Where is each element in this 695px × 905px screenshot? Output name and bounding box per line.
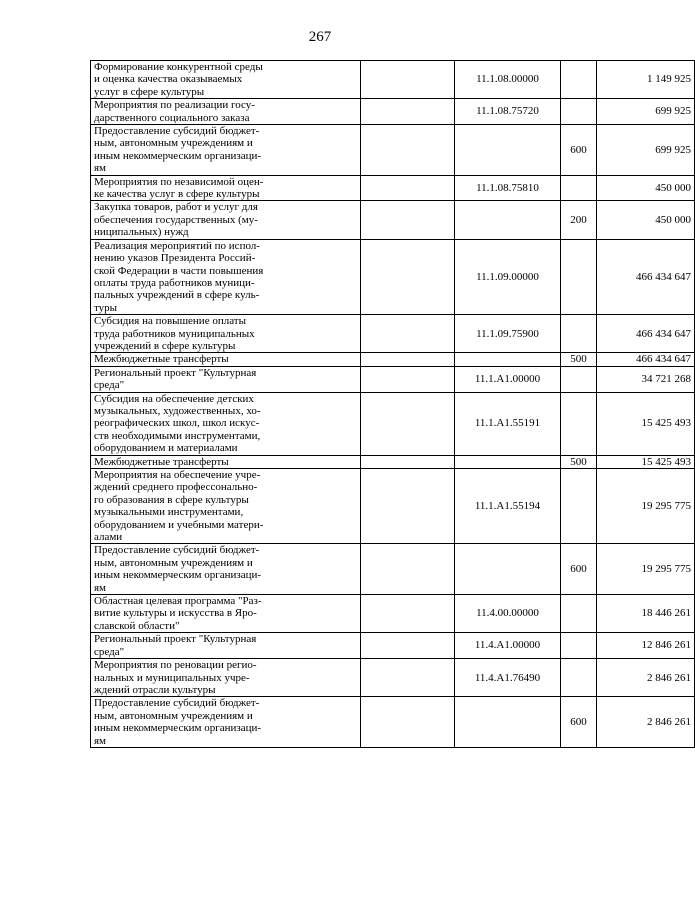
row-code-cell: 11.4.A1.76490	[455, 659, 561, 697]
row-blank-cell	[361, 633, 455, 659]
row-name-line: туры	[94, 301, 118, 314]
row-type-cell	[561, 633, 597, 659]
row-name-cell	[91, 469, 361, 544]
table-row	[91, 353, 695, 366]
row-name-line: музыкальными инструментами,	[94, 506, 244, 519]
row-name-line: реографических школ, школ искус-	[94, 417, 260, 430]
row-name-line: нению указов Президента Россий-	[94, 252, 256, 265]
table-row	[91, 633, 695, 659]
row-amount-cell: 699 925	[597, 125, 695, 176]
row-amount-cell: 450 000	[597, 175, 695, 201]
row-name-line: алами	[94, 531, 123, 544]
row-name-line: труда работников муниципальных	[94, 327, 255, 340]
row-blank-cell	[361, 353, 455, 366]
row-amount-cell: 450 000	[597, 201, 695, 239]
row-amount-cell: 466 434 647	[597, 315, 695, 353]
row-name-line: ям	[94, 734, 107, 747]
table-row	[91, 201, 695, 239]
row-code-cell	[455, 353, 561, 366]
row-name-cell	[91, 99, 361, 125]
row-blank-cell	[361, 61, 455, 99]
row-name-cell	[91, 633, 361, 659]
row-amount-cell: 1 149 925	[597, 61, 695, 99]
row-name-line: Предоставление субсидий бюджет-	[94, 544, 260, 557]
row-name-cell	[91, 455, 361, 468]
row-name-line: оборудованием и материалами	[94, 442, 238, 455]
row-blank-cell	[361, 595, 455, 633]
row-name-line: ным, автономным учреждениям и	[94, 137, 253, 150]
row-name-line: Реализация мероприятий по испол-	[94, 239, 260, 252]
row-name-line: услуг в сфере культуры	[94, 85, 205, 98]
row-name-cell	[91, 392, 361, 455]
row-name-line: Областная целевая программа "Раз-	[94, 595, 262, 608]
row-blank-cell	[361, 659, 455, 697]
row-type-cell: 600	[561, 125, 597, 176]
row-amount-cell: 466 434 647	[597, 239, 695, 314]
row-blank-cell	[361, 455, 455, 468]
row-type-cell	[561, 392, 597, 455]
row-name-line: витие культуры и искусства в Яро-	[94, 607, 257, 620]
row-code-cell	[455, 697, 561, 748]
row-type-cell	[561, 315, 597, 353]
row-name-cell	[91, 595, 361, 633]
row-type-cell: 200	[561, 201, 597, 239]
table-row	[91, 595, 695, 633]
table-row	[91, 366, 695, 392]
table-row	[91, 469, 695, 544]
row-amount-cell: 15 425 493	[597, 455, 695, 468]
row-amount-cell: 466 434 647	[597, 353, 695, 366]
row-code-cell: 11.1.A1.55191	[455, 392, 561, 455]
row-blank-cell	[361, 315, 455, 353]
table-row	[91, 544, 695, 595]
row-name-cell	[91, 61, 361, 99]
table-row	[91, 61, 695, 99]
row-blank-cell	[361, 201, 455, 239]
table-row	[91, 239, 695, 314]
table-row	[91, 392, 695, 455]
row-type-cell: 500	[561, 353, 597, 366]
row-amount-cell: 19 295 775	[597, 469, 695, 544]
row-code-cell: 11.1.08.00000	[455, 61, 561, 99]
row-type-cell	[561, 366, 597, 392]
row-blank-cell	[361, 697, 455, 748]
row-name-cell	[91, 353, 361, 366]
table-row	[91, 659, 695, 697]
row-code-cell	[455, 544, 561, 595]
row-amount-cell: 18 446 261	[597, 595, 695, 633]
row-name-line: иным некоммерческим организаци-	[94, 569, 262, 582]
row-name-line: ным, автономным учреждениям и	[94, 556, 253, 569]
row-name-cell	[91, 659, 361, 697]
row-code-cell: 11.1.09.75900	[455, 315, 561, 353]
row-name-line: го образования в сфере культуры	[94, 493, 249, 506]
table-row	[91, 175, 695, 201]
row-blank-cell	[361, 99, 455, 125]
row-name-line: Закупка товаров, работ и услуг для	[94, 201, 258, 214]
row-name-line: Формирование конкурентной среды	[94, 61, 263, 73]
row-name-line: иным некоммерческим организаци-	[94, 149, 262, 162]
row-blank-cell	[361, 366, 455, 392]
table-row	[91, 455, 695, 468]
row-code-cell: 11.1.A1.55194	[455, 469, 561, 544]
table-row	[91, 125, 695, 176]
row-amount-cell: 34 721 268	[597, 366, 695, 392]
row-name-cell	[91, 175, 361, 201]
row-blank-cell	[361, 175, 455, 201]
row-name-line: ям	[94, 162, 107, 175]
row-code-cell: 11.1.09.00000	[455, 239, 561, 314]
row-type-cell	[561, 469, 597, 544]
row-type-cell	[561, 61, 597, 99]
row-name-line: обеспечения государственных (му-	[94, 213, 258, 226]
row-name-line: ской Федерации в части повышения	[94, 264, 264, 277]
row-name-line: Предоставление субсидий бюджет-	[94, 125, 260, 138]
row-blank-cell	[361, 469, 455, 544]
row-type-cell	[561, 175, 597, 201]
row-type-cell: 600	[561, 544, 597, 595]
row-name-cell	[91, 239, 361, 314]
table-row	[91, 697, 695, 748]
row-name-line: Мероприятия по реализации госу-	[94, 99, 255, 112]
row-amount-cell: 2 846 261	[597, 659, 695, 697]
row-name-line: Региональный проект "Культурная	[94, 366, 257, 379]
row-name-line: ным, автономным учреждениям и	[94, 709, 253, 722]
row-name-line: ждений отрасли культуры	[94, 683, 216, 696]
row-name-line: Субсидия на повышение оплаты	[94, 315, 246, 328]
row-name-line: среда"	[94, 645, 125, 658]
budget-table	[90, 60, 695, 748]
row-code-cell: 11.1.08.75810	[455, 175, 561, 201]
row-name-line: Межбюджетные трансферты	[94, 353, 229, 366]
row-amount-cell: 699 925	[597, 99, 695, 125]
row-name-line: Межбюджетные трансферты	[94, 455, 229, 468]
row-name-line: ям	[94, 581, 107, 594]
row-code-cell	[455, 125, 561, 176]
row-name-line: и оценка качества оказываемых	[94, 73, 243, 86]
row-name-cell	[91, 544, 361, 595]
table-row	[91, 315, 695, 353]
row-name-line: Мероприятия на обеспечение учре-	[94, 469, 261, 481]
row-blank-cell	[361, 392, 455, 455]
row-name-line: славской области"	[94, 619, 180, 632]
row-blank-cell	[361, 125, 455, 176]
row-name-line: музыкальных, художественных, хо-	[94, 404, 261, 417]
row-name-line: Региональный проект "Культурная	[94, 633, 257, 646]
row-amount-cell: 19 295 775	[597, 544, 695, 595]
row-name-line: ждений среднего профессонально-	[94, 481, 258, 494]
row-name-cell	[91, 125, 361, 176]
row-code-cell	[455, 201, 561, 239]
row-name-line: Субсидия на обеспечение детских	[94, 392, 254, 405]
row-name-cell	[91, 366, 361, 392]
table-row	[91, 99, 695, 125]
row-name-line: Предоставление субсидий бюджет-	[94, 697, 260, 710]
row-blank-cell	[361, 239, 455, 314]
row-code-cell: 11.1.08.75720	[455, 99, 561, 125]
row-name-line: дарственного социального заказа	[94, 111, 250, 124]
row-name-cell	[91, 201, 361, 239]
row-name-line: Мероприятия по реновации регио-	[94, 659, 257, 672]
row-amount-cell: 15 425 493	[597, 392, 695, 455]
row-type-cell: 500	[561, 455, 597, 468]
row-code-cell: 11.4.A1.00000	[455, 633, 561, 659]
row-name-line: учреждений в сфере культуры	[94, 339, 236, 352]
row-name-line: Мероприятия по независимой оцен-	[94, 175, 264, 188]
row-name-line: оплаты труда работников муници-	[94, 276, 255, 289]
row-name-cell	[91, 315, 361, 353]
row-name-line: иным некоммерческим организаци-	[94, 722, 262, 735]
row-type-cell: 600	[561, 697, 597, 748]
row-name-line: ств необходимыми инструментами,	[94, 429, 261, 442]
row-name-line: нальных и муниципальных учре-	[94, 671, 250, 684]
row-name-cell	[91, 697, 361, 748]
row-code-cell: 11.1.A1.00000	[455, 366, 561, 392]
row-name-line: ниципальных) нужд	[94, 226, 189, 239]
row-code-cell	[455, 455, 561, 468]
row-name-line: пальных учреждений в сфере куль-	[94, 289, 260, 302]
row-type-cell	[561, 239, 597, 314]
row-type-cell	[561, 99, 597, 125]
row-code-cell: 11.4.00.00000	[455, 595, 561, 633]
row-blank-cell	[361, 544, 455, 595]
row-type-cell	[561, 595, 597, 633]
row-type-cell	[561, 659, 597, 697]
page-number: 267	[308, 29, 332, 45]
row-name-line: оборудованием и учебными матери-	[94, 518, 264, 531]
row-name-line: среда"	[94, 379, 125, 392]
budget-table-body	[91, 61, 695, 748]
row-name-line: ке качества услуг в сфере культуры	[94, 188, 260, 201]
row-amount-cell: 2 846 261	[597, 697, 695, 748]
row-amount-cell: 12 846 261	[597, 633, 695, 659]
